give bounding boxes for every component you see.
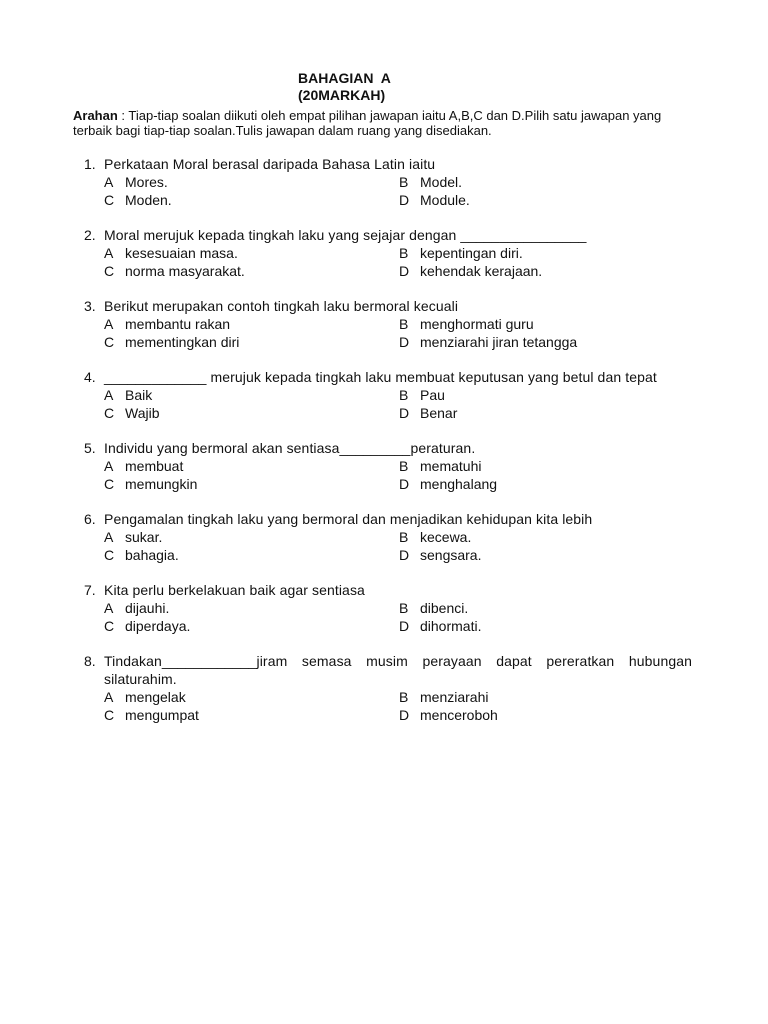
option-text: menghalang [420,476,498,492]
option-d[interactable] [399,706,498,724]
question-6 [0,510,768,564]
question-text: Individu yang bermoral akan sentiasa_________peraturan. [104,440,476,456]
option-text: kecewa. [420,529,472,545]
option-text: memungkin [125,476,198,492]
question-number: 3. [84,298,96,314]
option-letter: C [104,547,115,563]
option-letter: B [399,689,409,705]
option-b[interactable] [399,315,534,333]
option-text: norma masyarakat. [125,263,245,279]
option-text: kepentingan diri. [420,245,523,261]
option-text: Wajib [125,405,160,421]
option-text: dibenci. [420,600,469,616]
option-letter: C [104,192,115,208]
option-text: Baik [125,387,153,403]
option-a[interactable] [104,244,238,262]
question-number: 2. [84,227,96,243]
option-text: menceroboh [420,707,498,723]
option-text: dijauhi. [125,600,170,616]
instructions-label: Arahan [73,108,118,123]
option-d[interactable] [399,546,481,564]
option-letter: A [104,458,114,474]
option-text: Model. [420,174,463,190]
options [0,457,768,493]
options [0,386,768,422]
question-text: Perkataan Moral berasal daripada Bahasa Latin iaitu [104,156,436,172]
question-text: Pengamalan tingkah laku yang bermoral dan menjadikan kehidupan kita lebih [104,511,593,527]
option-text: Module. [420,192,470,208]
option-c[interactable] [104,475,197,493]
option-text: kehendak kerajaan. [420,263,543,279]
option-text: menziarahi jiran tetangga [420,334,578,350]
option-letter: D [399,547,410,563]
option-a[interactable] [104,528,162,546]
question-list [0,155,768,724]
option-letter: D [399,334,410,350]
option-c[interactable] [104,191,172,209]
option-letter: D [399,618,410,634]
question-number: 7. [84,582,96,598]
question-5 [0,439,768,493]
option-letter: D [399,405,410,421]
question-text: Tindakan____________jiram semasa musim perayaan dapat pereratkan hubungan silaturahim. [104,653,692,687]
option-text: mementingkan diri [125,334,240,350]
question-7 [0,581,768,635]
options [0,173,768,209]
instructions [73,108,693,138]
option-c[interactable] [104,262,245,280]
option-letter: C [104,707,115,723]
option-text: Pau [420,387,445,403]
option-b[interactable] [399,688,488,706]
option-b[interactable] [399,173,462,191]
question-2 [0,226,768,280]
section-title: BAHAGIAN A [298,70,391,86]
option-b[interactable] [399,244,523,262]
option-d[interactable] [399,191,470,209]
option-b[interactable] [399,528,471,546]
option-text: mengelak [125,689,186,705]
options [0,315,768,351]
option-letter: B [399,458,409,474]
question-text: _____________ merujuk kepada tingkah laku membuat keputusan yang betul dan tepat [104,369,657,385]
question-number: 1. [84,156,96,172]
option-letter: D [399,476,410,492]
option-letter: B [399,529,409,545]
option-letter: B [399,174,409,190]
options [0,528,768,564]
option-a[interactable] [104,688,186,706]
option-letter: A [104,174,114,190]
option-d[interactable] [399,262,542,280]
option-letter: A [104,245,114,261]
option-letter: B [399,245,409,261]
option-letter: D [399,192,410,208]
option-d[interactable] [399,333,577,351]
option-text: bahagia. [125,547,179,563]
option-text: membantu rakan [125,316,231,332]
option-text: Moden. [125,192,172,208]
option-text: kesesuaian masa. [125,245,238,261]
section-heading [298,70,391,104]
option-text: mematuhi [420,458,482,474]
option-a[interactable] [104,457,183,475]
question-text: Moral merujuk kepada tingkah laku yang sejajar dengan ________________ [104,227,587,243]
option-letter: C [104,476,115,492]
option-text: sukar. [125,529,163,545]
options [0,244,768,280]
question-4 [0,368,768,422]
option-text: menghormati guru [420,316,534,332]
option-text: Benar [420,405,458,421]
option-letter: D [399,707,410,723]
option-text: sengsara. [420,547,482,563]
option-a[interactable] [104,599,169,617]
option-b[interactable] [399,386,445,404]
option-letter: C [104,334,115,350]
option-letter: A [104,600,114,616]
option-letter: C [104,618,115,634]
option-text: diperdaya. [125,618,191,634]
option-text: mengumpat [125,707,199,723]
option-letter: A [104,689,114,705]
option-text: membuat [125,458,184,474]
question-number: 8. [84,653,96,669]
option-text: Mores. [125,174,168,190]
option-letter: B [399,316,409,332]
option-letter: B [399,600,409,616]
question-number: 5. [84,440,96,456]
question-number: 4. [84,369,96,385]
option-letter: C [104,263,115,279]
question-8 [0,652,768,724]
option-a[interactable] [104,315,230,333]
question-text: Kita perlu berkelakuan baik agar sentiasa [104,582,365,598]
option-b[interactable] [399,457,481,475]
option-c[interactable] [104,617,190,635]
option-c[interactable] [104,404,160,422]
option-d[interactable] [399,404,457,422]
option-a[interactable] [104,386,152,404]
section-marks: (20MARKAH) [298,87,386,103]
options [0,688,768,724]
options [0,599,768,635]
option-letter: C [104,405,115,421]
option-d[interactable] [399,475,497,493]
option-letter: A [104,387,114,403]
option-c[interactable] [104,546,179,564]
option-letter: B [399,387,409,403]
instructions-text: : Tiap-tiap soalan diikuti oleh empat pilihan jawapan iaitu A,B,C dan D.Pilih satu jawapan yang terbaik bagi tiap-tiap soalan.Tulis jawapan dalam ruang yang disediakan. [73,108,662,138]
option-text: dihormati. [420,618,482,634]
option-text: menziarahi [420,689,489,705]
option-letter: A [104,529,114,545]
option-c[interactable] [104,706,199,724]
question-1 [0,155,768,209]
question-3 [0,297,768,351]
option-c[interactable] [104,333,239,351]
option-letter: D [399,263,410,279]
option-a[interactable] [104,173,168,191]
option-b[interactable] [399,599,468,617]
option-d[interactable] [399,617,481,635]
option-letter: A [104,316,114,332]
question-number: 6. [84,511,96,527]
question-text: Berikut merupakan contoh tingkah laku bermoral kecuali [104,298,459,314]
